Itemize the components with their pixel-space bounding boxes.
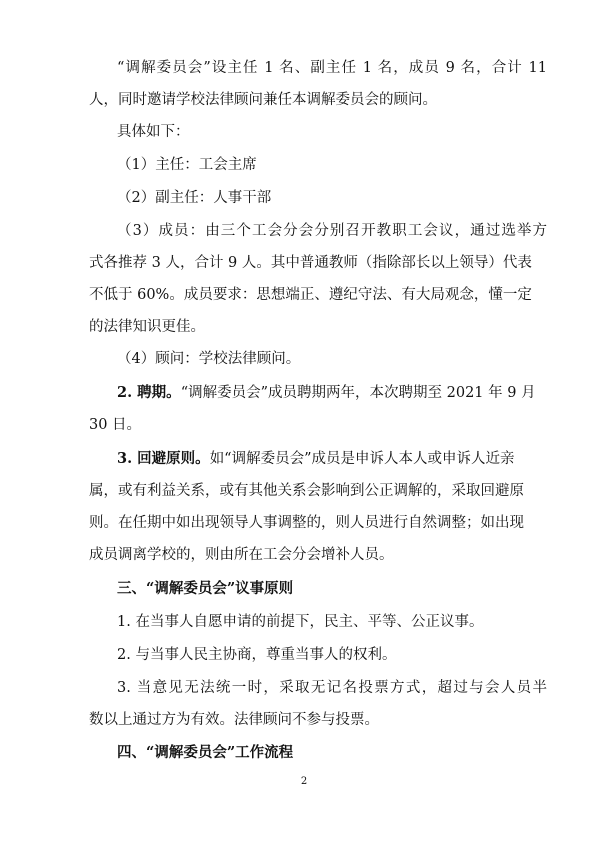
list-item-members-line1: （3）成员：由三个工会分会分别召开教职工会议，通过选举方 [117, 223, 547, 239]
paragraph-members-count-line2: 人，同时邀请学校法律顾问兼任本调解委员会的顾问。 [89, 92, 437, 108]
rule-item-3-line1: 3. 当意见无法统一时，采取无记名投票方式，超过与会人员半 [117, 680, 547, 696]
rule-item-2: 2. 与当事人民主协商，尊重当事人的权利。 [117, 647, 397, 663]
recusal-text: 如“调解委员会”成员是申诉人本人或申诉人近亲 [209, 451, 515, 467]
list-item-director: （1）主任：工会主席 [117, 157, 257, 173]
list-item-members-line2: 式各推荐 3 人，合计 9 人。其中普通教师（指除部长以上领导）代表 [89, 255, 532, 271]
paragraph-recusal-line4: 成员调离学校的，则由所在工会分会增补人员。 [89, 547, 394, 563]
recusal-heading: 3. 回避原则。 [117, 450, 210, 467]
term-heading: 2. 聘期。 [117, 384, 181, 401]
paragraph-members-count-line1: “调解委员会”设主任 1 名、副主任 1 名，成员 9 名，合计 11 [117, 60, 547, 76]
page-number: 2 [300, 776, 308, 787]
list-item-advisor: （4）顾问：学校法律顾问。 [117, 351, 301, 367]
rule-item-1: 1. 在当事人自愿申请的前提下，民主、平等、公正议事。 [117, 614, 484, 630]
rule-item-3-line2: 数以上通过方为有效。法律顾问不参与投票。 [89, 712, 379, 728]
paragraph-term-line1 [117, 377, 536, 409]
section-heading-rules: 三、“调解委员会”议事原则 [117, 580, 294, 597]
list-item-members-line4: 的法律知识更佳。 [89, 319, 205, 335]
list-item-members-line3: 不低于 60%。成员要求：思想端正、遵纪守法、有大局观念，懂一定 [89, 287, 532, 303]
paragraph-recusal-line2: 属，或有利益关系，或有其他关系会影响到公正调解的，采取回避原 [89, 483, 524, 499]
paragraph-recusal-line3: 则。在任期中如出现领导人事调整的，则人员进行自然调整；如出现 [89, 515, 524, 531]
list-item-deputy-director: （2）副主任：人事干部 [117, 190, 272, 206]
paragraph-recusal-line1 [117, 443, 515, 475]
paragraph-term-line2: 30 日。 [89, 417, 142, 433]
paragraph-details-intro: 具体如下： [117, 124, 190, 140]
section-heading-workflow: 四、“调解委员会”工作流程 [117, 744, 294, 761]
term-text: “调解委员会”成员聘期两年，本次聘期至 2021 年 9 月 [180, 385, 536, 401]
